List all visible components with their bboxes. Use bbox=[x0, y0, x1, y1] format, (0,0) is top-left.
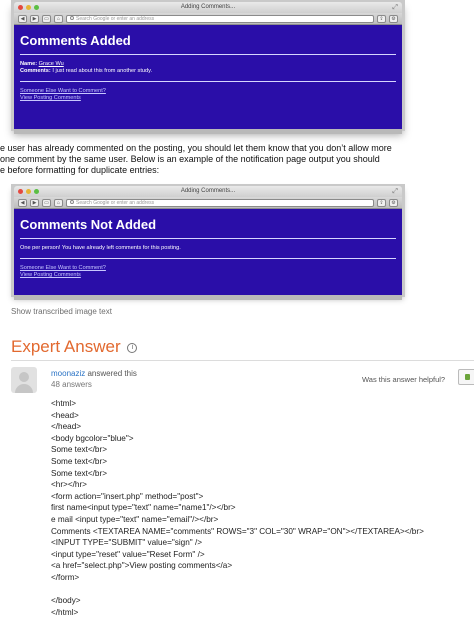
home-icon: ⌂ bbox=[54, 15, 63, 23]
view-posting-comments-link: View Posting Comments bbox=[20, 95, 81, 101]
avatar[interactable] bbox=[11, 367, 37, 393]
code-line: <a href="select.php">View posting comments</a> bbox=[51, 561, 233, 571]
home-icon: ⌂ bbox=[54, 199, 63, 207]
window-controls bbox=[18, 189, 39, 194]
divider bbox=[20, 54, 396, 55]
code-line: <body bgcolor="blue"> bbox=[51, 433, 134, 443]
minimize-window-icon bbox=[26, 189, 31, 194]
browser-screenshot-comments-added bbox=[11, 0, 405, 131]
code-line: <input type="reset" value="Reset Form" /> bbox=[51, 549, 205, 559]
page-viewport bbox=[14, 209, 402, 295]
window-title: Adding Comments... bbox=[180, 4, 236, 10]
window-titlebar bbox=[14, 186, 402, 197]
sidebar-icon: ▭ bbox=[42, 15, 51, 23]
forward-arrow-icon: ▶ bbox=[30, 199, 39, 207]
code-line: e mail <input type="text" name="email"/></br> bbox=[51, 514, 219, 524]
someone-else-comment-link: Someone Else Want to Comment? bbox=[20, 265, 106, 271]
code-line: </html> bbox=[51, 607, 79, 617]
address-bar: Search Google or enter an address bbox=[66, 15, 374, 23]
info-icon[interactable]: i bbox=[127, 343, 137, 353]
window-bottom bbox=[14, 295, 402, 300]
divider bbox=[20, 238, 396, 239]
code-line: first name<input type="text" name="name1"/></br> bbox=[51, 503, 236, 513]
browser-toolbar bbox=[14, 197, 402, 209]
name-line: Name: Grace Wu bbox=[20, 61, 64, 67]
thumbs-up-icon[interactable] bbox=[458, 369, 474, 385]
code-line: </form> bbox=[51, 572, 80, 582]
sidebar-icon: ▭ bbox=[42, 199, 51, 207]
show-transcribed-text-link[interactable]: Show transcribed image text bbox=[11, 307, 112, 316]
address-bar: Search Google or enter an address bbox=[66, 199, 374, 207]
code-line: <html> bbox=[51, 399, 77, 408]
browser-toolbar bbox=[14, 13, 402, 25]
divider bbox=[20, 258, 396, 259]
helpful-question: Was this answer helpful? bbox=[362, 375, 446, 384]
duplicate-message: One per person! You have already left comments for this posting. bbox=[20, 245, 181, 251]
window-controls bbox=[18, 5, 39, 10]
answers-count: 48 answers bbox=[51, 380, 92, 389]
window-title: Adding Comments... bbox=[180, 188, 236, 194]
code-line: Comments <TEXTAREA NAME="comments" ROWS="3" COL="30" WRAP="ON"></TEXTAREA></br> bbox=[51, 526, 424, 536]
code-line bbox=[51, 584, 424, 596]
gear-icon: ⚙ bbox=[389, 199, 398, 207]
divider bbox=[11, 360, 474, 361]
answerer-username-link[interactable]: moonaziz bbox=[51, 369, 86, 378]
close-window-icon bbox=[18, 189, 23, 194]
back-arrow-icon: ◀ bbox=[18, 199, 27, 207]
search-icon bbox=[70, 200, 74, 204]
back-arrow-icon: ◀ bbox=[18, 15, 27, 23]
resize-icon: ⤢ bbox=[392, 188, 398, 195]
window-titlebar bbox=[14, 2, 402, 13]
answerer-line: moonaziz answered this bbox=[51, 369, 137, 378]
browser-screenshot-comments-not-added bbox=[11, 184, 405, 297]
code-line: <hr></hr> bbox=[51, 480, 87, 490]
forward-arrow-icon: ▶ bbox=[30, 15, 39, 23]
someone-else-comment-link: Someone Else Want to Comment? bbox=[20, 88, 106, 94]
code-line: <head> bbox=[51, 410, 79, 420]
code-line: Some text</br> bbox=[51, 445, 107, 455]
code-line: <INPUT TYPE="SUBMIT" value="sign" /> bbox=[51, 538, 203, 548]
comments-line: Comments: I just read about this from another study. bbox=[20, 68, 153, 74]
search-icon bbox=[70, 16, 74, 20]
code-line: </body> bbox=[51, 596, 81, 606]
answer-code-block bbox=[51, 398, 424, 618]
zoom-window-icon bbox=[34, 5, 39, 10]
expert-answer-heading: Expert Answer i bbox=[11, 337, 137, 357]
close-window-icon bbox=[18, 5, 23, 10]
comments-not-added-heading: Comments Not Added bbox=[20, 217, 157, 232]
code-line: </head> bbox=[51, 422, 82, 432]
share-icon: ⇪ bbox=[377, 15, 386, 23]
share-icon: ⇪ bbox=[377, 199, 386, 207]
instruction-text: e user has already commented on the posting, you should let them know that you don’t allow more one comment by the same user. Below is an example of the notification page output you should e before formatting for duplicate entries: bbox=[0, 143, 392, 175]
code-line: Some text</br> bbox=[51, 468, 107, 478]
zoom-window-icon bbox=[34, 189, 39, 194]
page-viewport bbox=[14, 25, 402, 129]
comments-added-heading: Comments Added bbox=[20, 33, 131, 48]
divider bbox=[20, 81, 396, 82]
code-line: <form action="insert.php" method="post"> bbox=[51, 491, 204, 501]
minimize-window-icon bbox=[26, 5, 31, 10]
gear-icon: ⚙ bbox=[389, 15, 398, 23]
view-posting-comments-link: View Posting Comments bbox=[20, 272, 81, 278]
resize-icon: ⤢ bbox=[392, 4, 398, 11]
window-bottom bbox=[14, 129, 402, 134]
code-line: Some text</br> bbox=[51, 456, 107, 466]
